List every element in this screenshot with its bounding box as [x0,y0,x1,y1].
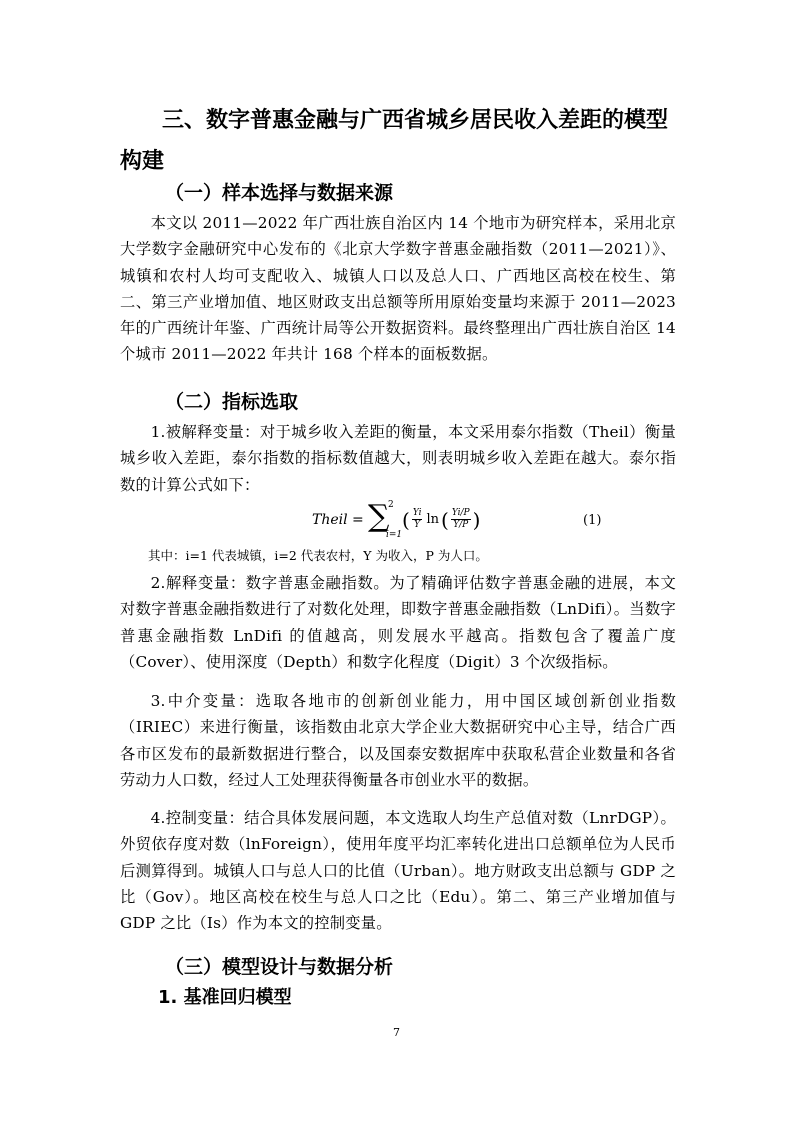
theil-formula [312,500,492,540]
page-number: 7 [393,1026,400,1039]
formula-lhs: Theil [312,512,348,528]
fraction-numerator: Yi [412,508,422,518]
equation-number: (1) [583,513,602,528]
formula-ln: ln [426,512,440,527]
formula-equals: = [352,512,364,528]
formula-note: 其中：i=1 代表城镇，i=2 代表农村，Y 为收入，P 为人口。 [148,548,488,563]
paragraph-mediator-variable: 3.中介变量：选取各地市的创新创业能力，用中国区域创新创业指数（IRIEC）来进行衡量，该指数由北京大学企业大数据研究中心主导，结合广西各市区发布的最新数据进行整合，以及国泰安数据库中获取私营企业数量和各省劳动力人口数，经过人工处理获得衡量各市创业水平的数据。 [120,692,676,789]
subsection-title-baseline: 1. 基准回归模型 [158,987,292,1008]
formula-body: ( $\frac{Yi}{Y}$ ln ( $\frac{Yi/P}{Y/P}$ ) [402,507,481,532]
chapter-title [120,100,685,182]
paragraph-sample-data: 本文以 2011—2022 年广西壮族自治区内 14 个地市为研究样本，采用北京大学数字金融研究中心发布的《北京大学数字普惠金融指数（2011—2021）》、城镇和农村人均可支配收入、城镇人口以及总人口、广西地区高校在校生、第二、第三产业增加值、地区财政支出总额等所用原始变量均来源于 2011—2023 年的广西统计年鉴、广西统计局等公开数据资料。最终整理出广西壮族自治区 14 个城市 2011—2022 年共计 168 个样本的面板数据。 [120,214,676,364]
formula-fraction-income [412,508,423,531]
formula-sum-lower: i=1 [386,530,403,540]
formula-fraction-per-capita [451,508,471,531]
section-title-model: （三）模型设计与数据分析 [165,956,394,978]
fraction-numerator: Yi/P [451,508,470,518]
chapter-title-text: 三、数字普惠金融与广西省城乡居民收入差距的模型构建 [120,108,669,174]
formula-sum-symbol: ∑ [368,499,390,534]
paragraph-dependent-variable: 1.被解释变量：对于城乡收入差距的衡量，本文采用泰尔指数（Theil）衡量城乡收入差距，泰尔指数的指标数值越大，则表明城乡收入差距在越大。泰尔指数的计算公式如下： [120,423,676,494]
fraction-denominator: Y [414,520,421,530]
paragraph-explanatory-variable: 2.解释变量：数字普惠金融指数。为了精确评估数字普惠金融的进展，本文对数字普惠金融指数进行了对数化处理，即数字普惠金融指数（LnDifi）。当数字普惠金融指数 LnDifi 的值越高，则发展水平越高。指数包含了覆盖广度（Cover）、使用深度（Depth）和数字化程度（Digit）3 个次级指标。 [120,574,676,671]
fraction-denominator: Y/P [453,520,469,530]
paragraph-control-variables: 4.控制变量：结合具体发展问题，本文选取人均生产总值对数（LnrDGP）。外贸依存度对数（lnForeign），使用年度平均汇率转化进出口总额单位为人民币后测算得到。城镇人口与总人口的比值（Urban）。地方财政支出总额与 GDP 之比（Gov）。地区高校在校生与总人口之比（Edu）。第二、第三产业增加值与 GDP 之比（Is）作为本文的控制变量。 [120,809,676,933]
section-title-indicators: （二）指标选取 [165,391,299,413]
formula-sum-upper: 2 [388,500,394,510]
section-title-sample: （一）样本选择与数据来源 [165,182,394,204]
